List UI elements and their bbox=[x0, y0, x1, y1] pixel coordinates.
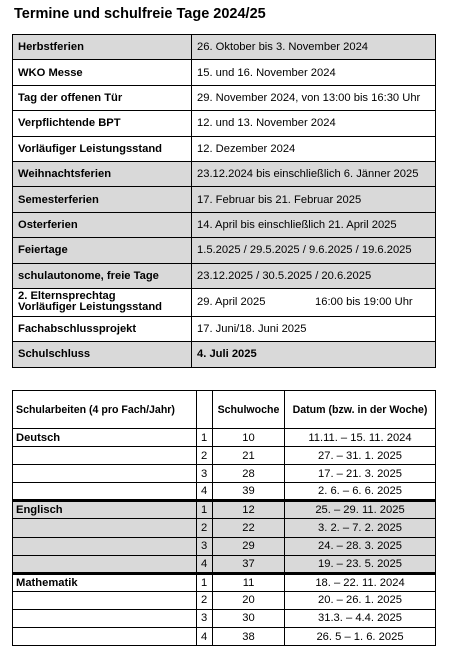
elternsprechtag-label bbox=[13, 288, 192, 316]
table-row bbox=[13, 429, 436, 447]
table-row bbox=[13, 519, 436, 537]
schulschluss-row bbox=[13, 342, 436, 367]
termine-label: Tag der offenen Tür bbox=[13, 85, 192, 110]
subject-name: Mathematik bbox=[13, 573, 197, 591]
datum-cell: 17. – 21. 3. 2025 bbox=[285, 465, 436, 483]
schularbeit-nr: 2 bbox=[197, 447, 213, 465]
datum-cell: 24. – 28. 3. 2025 bbox=[285, 537, 436, 555]
termine-label: Feiertage bbox=[13, 238, 192, 263]
schularbeit-nr: 1 bbox=[197, 429, 213, 447]
schulwoche-cell: 11 bbox=[213, 573, 285, 591]
datum-cell: 25. – 29. 11. 2025 bbox=[285, 501, 436, 519]
elternsprechtag-row bbox=[13, 288, 436, 316]
schularbeit-nr: 4 bbox=[197, 628, 213, 646]
datum-cell: 19. – 23. 5. 2025 bbox=[285, 555, 436, 573]
termine-value: 29. November 2024, von 13:00 bis 16:30 Uhr bbox=[192, 85, 436, 110]
schulwoche-cell: 10 bbox=[213, 429, 285, 447]
table-row bbox=[13, 591, 436, 609]
termine-row bbox=[13, 187, 436, 212]
page-title: Termine und schulfreie Tage 2024/25 bbox=[14, 6, 266, 22]
schulwoche-cell: 30 bbox=[213, 609, 285, 627]
termine-row bbox=[13, 238, 436, 263]
subject-empty bbox=[13, 555, 197, 573]
table-row bbox=[13, 483, 436, 501]
elternsprechtag-label-line1: 2. Elternsprechtag bbox=[18, 290, 116, 303]
fachabschluss-row bbox=[13, 316, 436, 341]
termine-value: 17. Februar bis 21. Februar 2025 bbox=[192, 187, 436, 212]
table-row bbox=[13, 537, 436, 555]
schularbeit-nr: 3 bbox=[197, 537, 213, 555]
termine-value: 23.12.2025 / 30.5.2025 / 20.6.2025 bbox=[192, 263, 436, 288]
schulwoche-cell: 28 bbox=[213, 465, 285, 483]
termine-table bbox=[12, 34, 436, 368]
schularbeiten-body bbox=[13, 391, 436, 646]
datum-cell: 31.3. – 4.4. 2025 bbox=[285, 609, 436, 627]
termine-label: Weihnachtsferien bbox=[13, 161, 192, 186]
datum-cell: 3. 2. – 7. 2. 2025 bbox=[285, 519, 436, 537]
datum-cell: 26. 5 – 1. 6. 2025 bbox=[285, 628, 436, 646]
termine-value: 12. Dezember 2024 bbox=[192, 136, 436, 161]
subject-empty bbox=[13, 447, 197, 465]
schulschluss-value: 4. Juli 2025 bbox=[192, 342, 436, 367]
schulwoche-cell: 22 bbox=[213, 519, 285, 537]
table-row bbox=[13, 628, 436, 646]
termine-value: 1.5.2025 / 29.5.2025 / 9.6.2025 / 19.6.2025 bbox=[192, 238, 436, 263]
termine-value: 23.12.2024 bis einschließlich 6. Jänner 2025 bbox=[192, 161, 436, 186]
header-schulwoche: Schulwoche bbox=[213, 391, 285, 429]
schulwoche-cell: 29 bbox=[213, 537, 285, 555]
termine-value: 26. Oktober bis 3. November 2024 bbox=[192, 35, 436, 60]
elternsprechtag-label-line2: Vorläufiger Leistungsstand bbox=[18, 301, 163, 314]
schularbeit-nr: 1 bbox=[197, 501, 213, 519]
table-row bbox=[13, 555, 436, 573]
schularbeit-nr: 2 bbox=[197, 519, 213, 537]
schularbeit-nr: 3 bbox=[197, 609, 213, 627]
termine-row bbox=[13, 85, 436, 110]
subject-empty bbox=[13, 465, 197, 483]
termine-value: 12. und 13. November 2024 bbox=[192, 111, 436, 136]
subject-empty bbox=[13, 537, 197, 555]
termine-value: 14. April bis einschließlich 21. April 2025 bbox=[192, 212, 436, 237]
table-row bbox=[13, 465, 436, 483]
table-row bbox=[13, 609, 436, 627]
termine-label: Verpflichtende BPT bbox=[13, 111, 192, 136]
termine-label: schulautonome, freie Tage bbox=[13, 263, 192, 288]
termine-row bbox=[13, 161, 436, 186]
termine-value: 15. und 16. November 2024 bbox=[192, 60, 436, 85]
datum-cell: 11.11. – 15. 11. 2024 bbox=[285, 429, 436, 447]
termine-row bbox=[13, 111, 436, 136]
termine-label: Herbstferien bbox=[13, 35, 192, 60]
termine-row bbox=[13, 136, 436, 161]
schularbeiten-header-row bbox=[13, 391, 436, 429]
schularbeit-nr: 3 bbox=[197, 465, 213, 483]
elternsprechtag-value bbox=[192, 288, 436, 316]
schulwoche-cell: 12 bbox=[213, 501, 285, 519]
schularbeiten-table bbox=[12, 390, 436, 646]
termine-label: Semesterferien bbox=[13, 187, 192, 212]
schulwoche-cell: 20 bbox=[213, 591, 285, 609]
header-schularbeiten: Schularbeiten (4 pro Fach/Jahr) bbox=[13, 391, 197, 429]
datum-cell: 18. – 22. 11. 2024 bbox=[285, 573, 436, 591]
header-datum: Datum (bzw. in der Woche) bbox=[285, 391, 436, 429]
subject-empty bbox=[13, 609, 197, 627]
termine-row bbox=[13, 212, 436, 237]
schularbeit-nr: 4 bbox=[197, 483, 213, 501]
termine-body bbox=[13, 35, 436, 368]
termine-label: WKO Messe bbox=[13, 60, 192, 85]
table-row bbox=[13, 447, 436, 465]
schulwoche-cell: 21 bbox=[213, 447, 285, 465]
table-row bbox=[13, 573, 436, 591]
header-nr bbox=[197, 391, 213, 429]
subject-empty bbox=[13, 483, 197, 501]
datum-cell: 27. – 31. 1. 2025 bbox=[285, 447, 436, 465]
fachabschluss-label: Fachabschlussprojekt bbox=[13, 316, 192, 341]
elternsprechtag-time: 16:00 bis 19:00 Uhr bbox=[315, 295, 413, 308]
fachabschluss-value: 17. Juni/18. Juni 2025 bbox=[192, 316, 436, 341]
subject-empty bbox=[13, 628, 197, 646]
schulwoche-cell: 37 bbox=[213, 555, 285, 573]
schulwoche-cell: 38 bbox=[213, 628, 285, 646]
subject-name: Deutsch bbox=[13, 429, 197, 447]
datum-cell: 20. – 26. 1. 2025 bbox=[285, 591, 436, 609]
termine-label: Osterferien bbox=[13, 212, 192, 237]
subject-empty bbox=[13, 591, 197, 609]
termine-row bbox=[13, 60, 436, 85]
termine-label: Vorläufiger Leistungsstand bbox=[13, 136, 192, 161]
subject-empty bbox=[13, 519, 197, 537]
termine-row bbox=[13, 35, 436, 60]
termine-row bbox=[13, 263, 436, 288]
schularbeit-nr: 4 bbox=[197, 555, 213, 573]
schularbeit-nr: 2 bbox=[197, 591, 213, 609]
elternsprechtag-date: 29. April 2025 bbox=[197, 295, 266, 308]
subject-name: Englisch bbox=[13, 501, 197, 519]
schulwoche-cell: 39 bbox=[213, 483, 285, 501]
schulschluss-label: Schulschluss bbox=[13, 342, 192, 367]
datum-cell: 2. 6. – 6. 6. 2025 bbox=[285, 483, 436, 501]
table-row bbox=[13, 501, 436, 519]
schularbeit-nr: 1 bbox=[197, 573, 213, 591]
